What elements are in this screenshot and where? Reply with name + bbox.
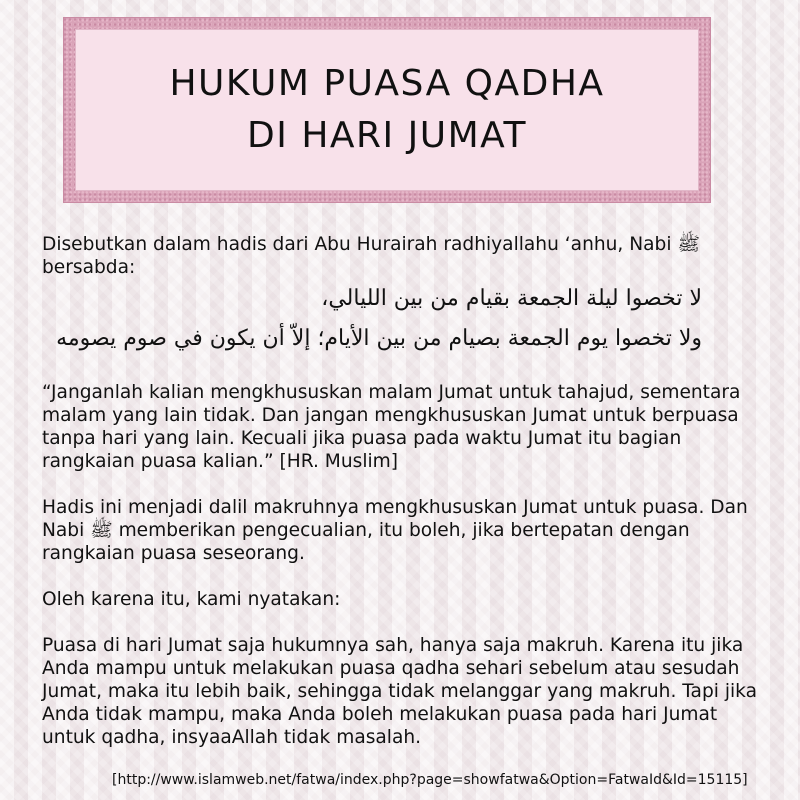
title-frame xyxy=(63,17,711,203)
source-link[interactable]: [http://www.islamweb.net/fatwa/index.php?page=showfatwa&Option=FatwaId&Id=15115] xyxy=(112,772,748,788)
arabic-hadith xyxy=(42,279,772,359)
arabic-line-2: ولا تخصوا يوم الجمعة بصيام من بين الأيام؛ إلاّ أن يكون في صوم يصومه xyxy=(56,326,702,351)
title-box xyxy=(75,29,699,191)
explanation-paragraph: Hadis ini menjadi dalil makruhnya mengkhususkan Jumat untuk puasa. Dan Nabi ﷺ memberikan pengecualian, itu boleh, jika bertepatan dengan rangkaian puasa seseorang. xyxy=(42,497,748,564)
title-line-2: DI HARI JUMAT xyxy=(247,115,527,156)
conclusion-paragraph: Puasa di hari Jumat saja hukumnya sah, hanya saja makruh. Karena itu jika Anda mampu untuk melakukan puasa qadha sehari sebelum atau sesudah Jumat, maka itu lebih baik, sehingga tidak melanggar yang makruh. Tapi jika Anda tidak mampu, maka Anda boleh melakukan puasa pada hari Jumat untuk qadha, insyaaAllah tidak masalah. xyxy=(42,635,757,748)
title-line-1: HUKUM PUASA QADHA xyxy=(169,63,605,104)
arabic-line-1: لا تخصوا ليلة الجمعة بقيام من بين الليالي، xyxy=(321,286,702,311)
translation-paragraph: “Janganlah kalian mengkhususkan malam Jumat untuk tahajud, sementara malam yang lain tidak. Dan jangan mengkhususkan Jumat untuk berpuasa tanpa hari yang lain. Kecuali jika puasa pada waktu Jumat itu bagian rangkaian puasa kalian.” [HR. Muslim] xyxy=(42,382,741,472)
conclusion-intro: Oleh karena itu, kami nyatakan: xyxy=(42,589,341,610)
intro-paragraph: Disebutkan dalam hadis dari Abu Hurairah radhiyallahu ‘anhu, Nabi ﷺ bersabda: xyxy=(42,234,700,278)
article-body xyxy=(42,233,772,749)
